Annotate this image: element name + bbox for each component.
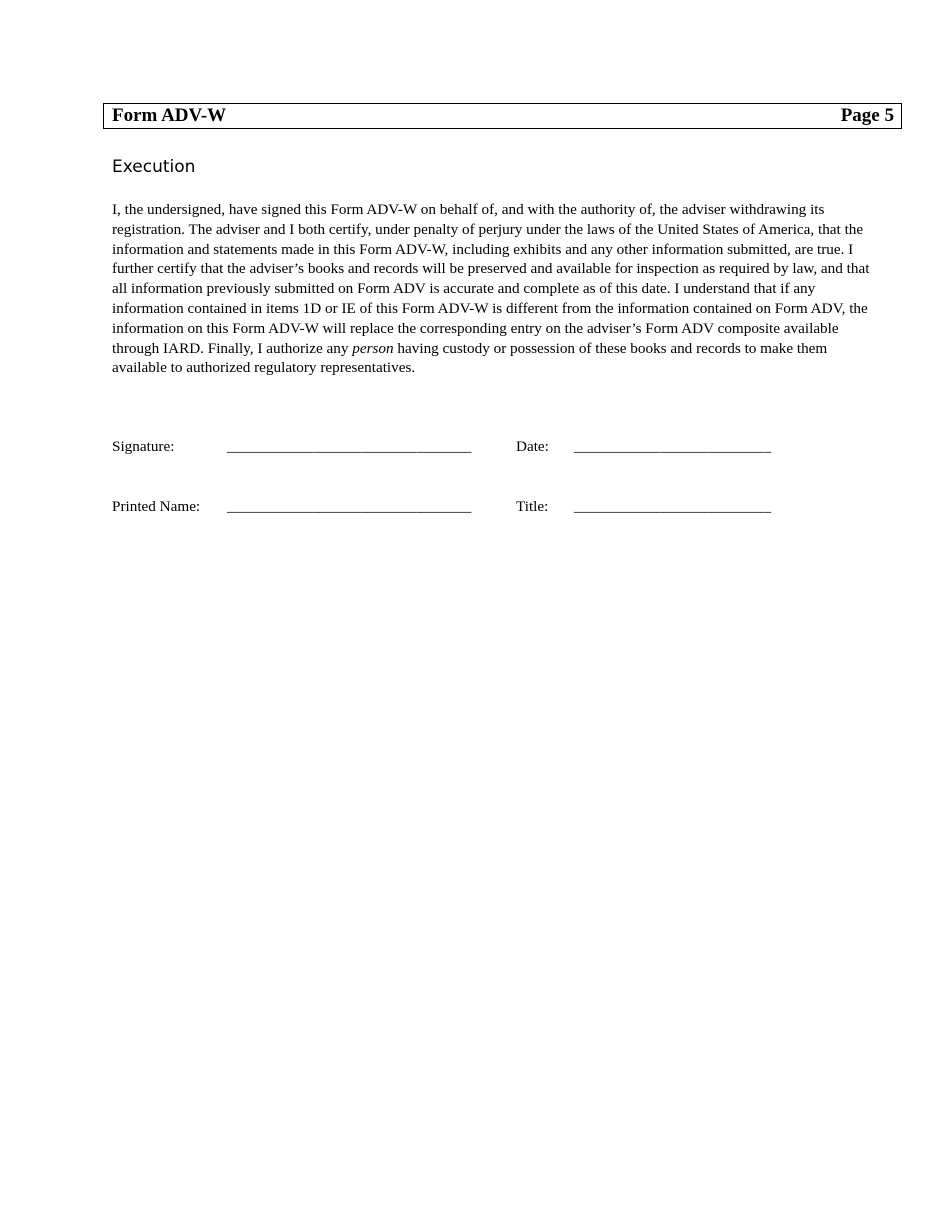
name-title-row	[112, 498, 812, 520]
paragraph-italic-person: person	[352, 339, 394, 357]
signature-field[interactable]: _______________________________	[227, 438, 472, 455]
form-name: Form ADV-W	[112, 105, 227, 126]
title-field[interactable]: _________________________	[574, 498, 772, 515]
printed-name-field[interactable]: _______________________________	[227, 498, 472, 515]
page-number: Page 5	[840, 105, 894, 126]
section-title: Execution	[112, 157, 196, 177]
printed-name-label: Printed Name:	[112, 498, 201, 515]
date-field[interactable]: _________________________	[574, 438, 772, 455]
signature-label: Signature:	[112, 438, 175, 455]
title-label: Title:	[516, 498, 549, 515]
form-header	[103, 103, 902, 129]
paragraph-part-1: I, the undersigned, have signed this Form ADV-W on behalf of, and with the authority of, the adviser withdrawing its registration. The adviser and I both certify, under penalty of perjury under the laws of the United States of America, that the information and statements made in this Form ADV-W, including exhibits and any other information submitted, are true. I further certify that the adviser’s books and records will be preserved and available for inspection as required by law, and that all information previously submitted on Form ADV is accurate and complete as of this date. I understand that if any information contained in items 1D or IE of this Form ADV-W is different from the information contained on Form ADV, the information on this Form ADV-W will replace the corresponding entry on the adviser’s Form ADV composite available through IARD. Finally, I authorize any	[112, 201, 870, 357]
date-label: Date:	[516, 438, 549, 455]
paragraph-part-2: having custody or possession of these books and records to make them available to authorized regulatory representatives.	[112, 339, 828, 377]
certification-paragraph	[112, 200, 880, 378]
signature-date-row	[112, 438, 812, 460]
